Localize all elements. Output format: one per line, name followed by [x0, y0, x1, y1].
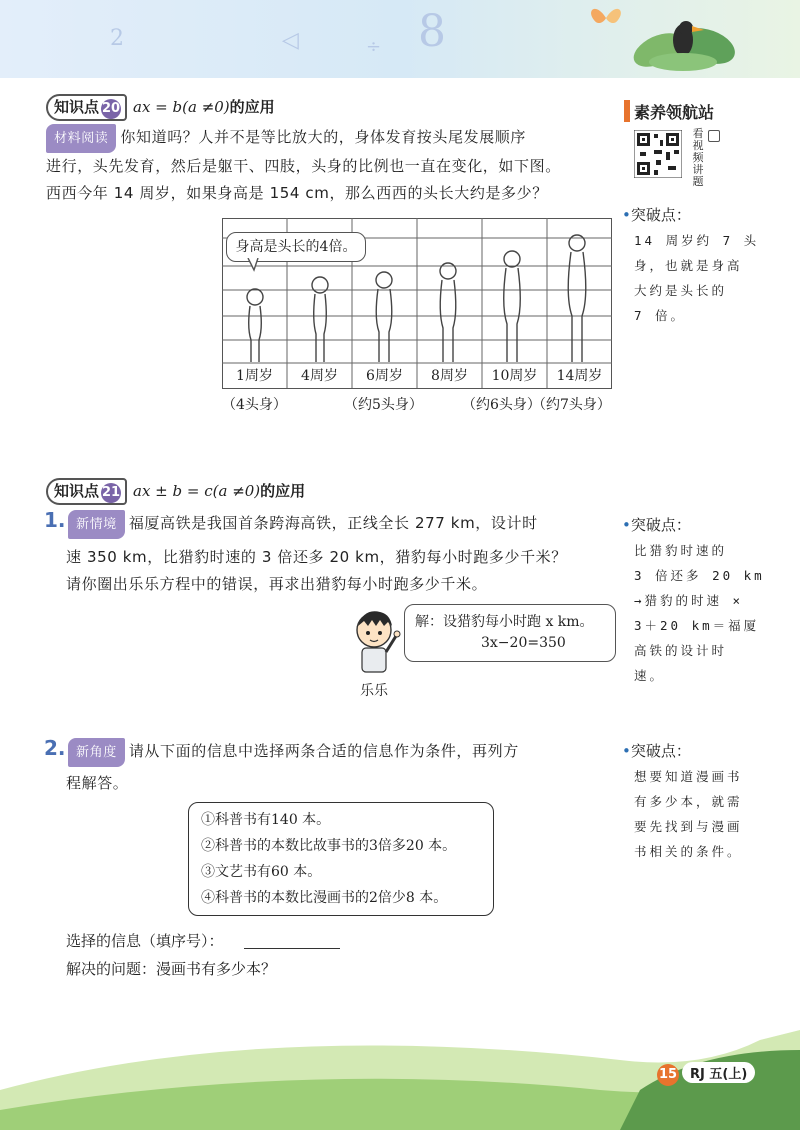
- question-2-text: 新角度 请从下面的信息中选择两条合适的信息作为条件，再列方: [68, 738, 620, 767]
- info-item-3: ③文艺书有60 本。: [201, 864, 322, 880]
- character-name-lele: 乐乐: [360, 683, 388, 699]
- section-20-title-suffix: 的应用: [229, 98, 275, 116]
- chart-bubble-tail: [246, 258, 262, 272]
- age-label-10: 10周岁: [491, 368, 538, 384]
- qr-code-icon[interactable]: [634, 130, 682, 178]
- info-item-4: ④科普书的本数比漫画书的2倍少8 本。: [201, 890, 448, 906]
- figure-age-4: [307, 276, 333, 364]
- figure-age-8: [434, 262, 462, 364]
- tip-2-label: •突破点：: [622, 516, 691, 534]
- tip-3-label: •突破点：: [622, 742, 691, 760]
- question-2-number: 2.: [44, 736, 66, 760]
- info-item-2: ②科普书的本数比故事书的3倍多20 本。: [201, 838, 457, 854]
- knowledge-point-number-21: 21: [101, 483, 121, 503]
- book-label: RJ 五(上): [682, 1062, 755, 1083]
- question-1-number: 1.: [44, 508, 66, 532]
- knowledge-point-badge: 知识点 20: [46, 94, 127, 121]
- ratio-note-2: （约5头身）: [344, 397, 423, 413]
- tip-1-text: 14 周岁约 7 头 身，也就是身高 大约是头长的 7 倍。: [634, 233, 760, 323]
- knowledge-point-number: 20: [101, 99, 121, 119]
- figure-age-6: [370, 270, 398, 364]
- station-accent-bar: [624, 100, 630, 122]
- header-deco-digit-2: 2: [110, 26, 124, 51]
- equation-line-2: 3x−20=350: [481, 635, 566, 651]
- ratio-note-3: （约6头身）: [462, 397, 541, 413]
- section-20-title: [46, 94, 275, 121]
- section-20-paragraph: 材料阅读 你知道吗？人并不是等比放大的，身体发育按头尾发展顺序 进行，头先发育，然后是躯干、四肢，头身的比例也一直在变化，如下图。 西西今年 14 周岁，如果身高是 154 cm，那么西西的头长大约是多少？: [46, 124, 620, 207]
- problem-question: 解决的问题：漫画书有多少本？: [66, 960, 277, 978]
- boy-character-icon: [350, 606, 406, 678]
- page-number: 15: [657, 1064, 679, 1086]
- tip-3-text: 想要知道漫画书 有多少本，就需 要先找到与漫画 书相关的条件。: [634, 769, 743, 859]
- footer-hill-decoration: [0, 1030, 800, 1130]
- header-deco-divide: ÷: [366, 36, 382, 57]
- tip-2-text: 比猎豹时速的 3 倍还多 20 km →猎豹的时速 × 3＋20 km＝福厦 高铁的设计时 速。: [634, 543, 765, 683]
- ratio-note-1: （4头身）: [222, 397, 287, 413]
- figure-age-1: [242, 288, 268, 364]
- new-angle-tag: 新角度: [68, 738, 125, 767]
- choose-info-label: 选择的信息（填序号）：: [66, 932, 224, 950]
- info-item-1: ①科普书有140 本。: [201, 812, 331, 828]
- play-icon: [708, 130, 720, 142]
- qr-caption: 看 视 频 讲 题: [692, 127, 704, 188]
- figure-age-10: [497, 250, 527, 364]
- butterfly-icon: [586, 0, 626, 34]
- question-1-text: 新情境 福厦高铁是我国首条跨海高铁，正线全长 277 km，设计时: [68, 510, 620, 539]
- age-label-8: 8周岁: [431, 368, 468, 384]
- section-21-title: [46, 478, 305, 505]
- leaves-and-bird-icon: [628, 10, 738, 76]
- equation-line-1: 解：设猎豹每小时跑 x km。: [415, 614, 594, 630]
- age-label-1: 1周岁: [236, 368, 273, 384]
- chart-speech-bubble: 身高是头长的4倍。: [226, 232, 366, 262]
- question-1-text-cont: 速 350 km，比猎豹时速的 3 倍还多 20 km，猎豹每小时跑多少千米？ 请你圈出乐乐方程中的错误，再求出猎豹每小时跑多少千米。: [66, 548, 567, 593]
- equation-bubble: [404, 604, 616, 662]
- ratio-note-4: （约7头身）: [532, 397, 611, 413]
- station-title: 素养领航站: [634, 103, 715, 122]
- reading-tag: 材料阅读: [46, 124, 116, 153]
- figure-age-14: [562, 234, 592, 364]
- growth-chart: [222, 218, 612, 390]
- tip-1-label: •突破点：: [622, 206, 691, 224]
- knowledge-point-badge-21: 知识点 21: [46, 478, 127, 505]
- info-options-box: [188, 802, 494, 916]
- section-21-title-suffix: 的应用: [260, 482, 306, 500]
- age-label-6: 6周岁: [366, 368, 403, 384]
- age-label-4: 4周岁: [301, 368, 338, 384]
- header-deco-digit-8: 8: [418, 6, 446, 57]
- choose-info-blank[interactable]: [244, 948, 340, 949]
- section-20-formula: ax = b(a ≠0): [133, 98, 230, 116]
- section-21-formula: ax ± b = c(a ≠0): [133, 482, 261, 500]
- question-2-text-cont: 程解答。: [66, 774, 129, 792]
- age-label-14: 14周岁: [556, 368, 603, 384]
- new-context-tag: 新情境: [68, 510, 125, 539]
- header-deco-triangle: ◁: [282, 28, 299, 53]
